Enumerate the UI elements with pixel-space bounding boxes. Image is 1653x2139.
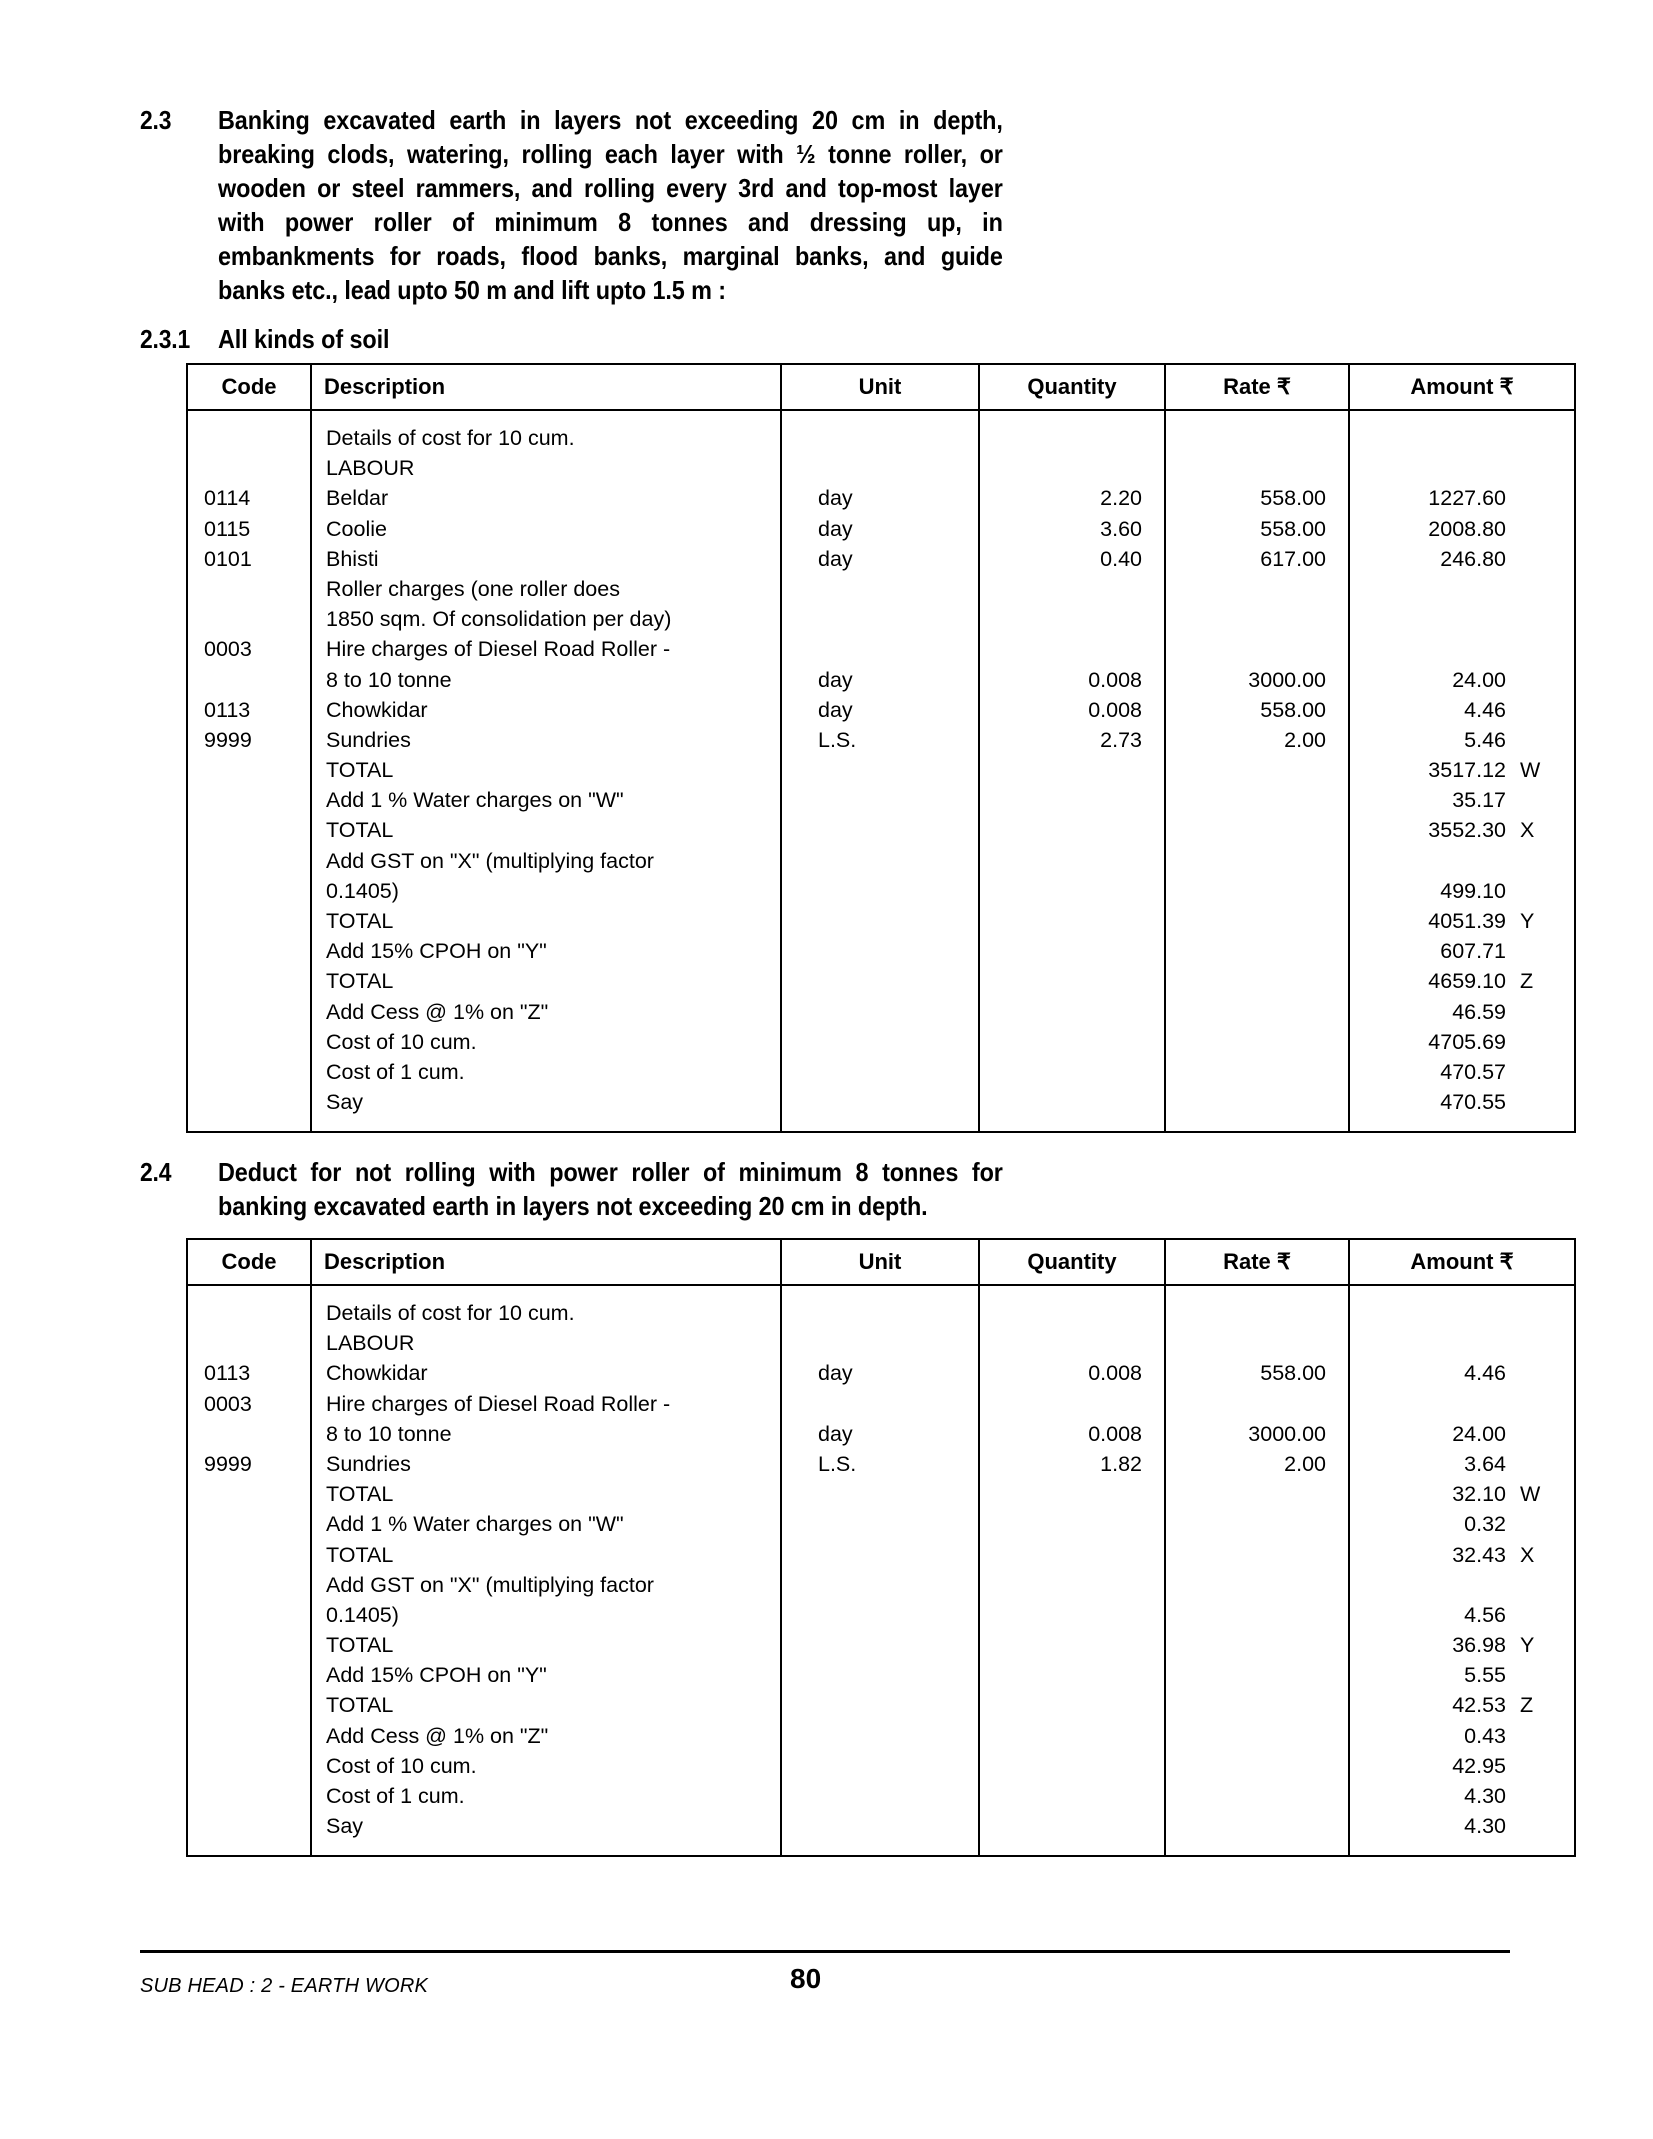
amount-value — [1382, 574, 1506, 604]
codes-lines — [188, 411, 310, 769]
amount-line — [1350, 483, 1560, 513]
text-line: Say — [326, 1090, 364, 1115]
quantities-lines — [980, 411, 1164, 769]
text-line: L.S. — [818, 1451, 857, 1476]
text-line: 0113 — [204, 1361, 251, 1386]
amount-value — [1382, 604, 1506, 634]
text-line: 2.00 — [1284, 727, 1326, 752]
text-line: Sundries — [326, 1451, 411, 1476]
amount-value: 4.46 — [1464, 1361, 1506, 1386]
text-line: TOTAL — [326, 1542, 394, 1567]
amounts-lines — [1350, 1286, 1574, 1855]
units-lines — [782, 1286, 978, 1493]
table-body-row — [187, 410, 1575, 1132]
text-line: Add GST on "X" (multiplying factor — [326, 848, 654, 873]
text-line: L.S. — [818, 727, 857, 752]
amount-value: 607.71 — [1440, 939, 1506, 964]
amount-tag — [1506, 514, 1560, 544]
amount-tag — [1506, 785, 1560, 815]
text-line: TOTAL — [326, 1633, 394, 1658]
text-line: Cost of 1 cum. — [326, 1784, 465, 1808]
text-line: 558.00 — [1260, 1361, 1326, 1386]
amount-line — [1350, 1328, 1560, 1358]
amount-value — [1382, 423, 1506, 453]
section-heading-2-3 — [140, 103, 1090, 307]
text-line: Roller charges (one roller does — [326, 576, 620, 601]
amount-tag: Z — [1520, 969, 1534, 994]
text-line: TOTAL — [326, 909, 394, 933]
amount-tag — [1506, 1358, 1560, 1388]
text-line: Add 15% CPOH on "Y" — [326, 1663, 547, 1688]
text-line: LABOUR — [326, 456, 415, 481]
amount-line — [1350, 1358, 1560, 1388]
amount-value: 24.00 — [1452, 1421, 1506, 1446]
amount-tag — [1506, 544, 1560, 574]
footer-sub-head: SUB HEAD : 2 - EARTH WORK — [140, 1975, 429, 1997]
amount-line — [1350, 936, 1560, 966]
amount-value: 0.32 — [1464, 1512, 1506, 1537]
amount-tag — [1506, 1811, 1560, 1841]
text-line: 0.008 — [1088, 667, 1142, 692]
text-line: 3000.00 — [1248, 667, 1326, 692]
text-line: 8 to 10 tonne — [326, 667, 452, 692]
text-line: Add Cess @ 1% on "Z" — [326, 999, 549, 1024]
amount-value — [1382, 1389, 1506, 1419]
page-number: 80 — [790, 1963, 822, 1994]
text-line: 558.00 — [1260, 516, 1326, 541]
amount-tag — [1506, 1751, 1560, 1781]
text-line: 0003 — [204, 1391, 252, 1416]
amount-tag — [1506, 1660, 1560, 1690]
text-line: TOTAL — [326, 969, 394, 994]
cost-table-deduct-not-rolling — [186, 1238, 1576, 1857]
amount-tag — [1506, 1389, 1560, 1419]
amount-value — [1382, 1298, 1506, 1328]
text-line: 0101 — [204, 546, 252, 571]
text-line: 9999 — [204, 1451, 252, 1476]
amount-tag — [1506, 1781, 1560, 1811]
amount-tag: X — [1520, 818, 1535, 843]
amount-value: 4.46 — [1464, 697, 1506, 722]
cell-quantities — [979, 410, 1165, 1132]
text-line: 558.00 — [1260, 486, 1326, 511]
amount-line — [1350, 785, 1560, 815]
text-line: day — [818, 486, 853, 511]
text-line: 0.008 — [1088, 1421, 1142, 1446]
amount-tag — [1506, 1298, 1560, 1328]
amount-line — [1350, 725, 1560, 755]
amount-value — [1382, 1328, 1506, 1358]
amount-line — [1350, 453, 1560, 483]
amount-value: 42.95 — [1452, 1753, 1506, 1778]
cell-codes — [187, 1285, 311, 1856]
amount-value — [1382, 1570, 1506, 1600]
column-header-quantity: Quantity — [979, 364, 1165, 410]
amount-tag — [1506, 846, 1560, 876]
amount-value: 4.30 — [1464, 1814, 1506, 1839]
amount-tag: Z — [1520, 1693, 1534, 1718]
text-line: Chowkidar — [326, 1361, 428, 1386]
amount-line — [1350, 815, 1560, 845]
amount-tag — [1506, 1027, 1560, 1057]
text-line: 617.00 — [1260, 546, 1326, 571]
quantities-lines — [980, 1286, 1164, 1493]
cost-table-all-kinds-of-soil — [186, 363, 1576, 1133]
text-line: TOTAL — [326, 818, 394, 843]
text-line: Cost of 10 cum. — [326, 1753, 477, 1778]
text-line: 0115 — [204, 516, 251, 541]
column-header-unit: Unit — [781, 364, 979, 410]
cell-descriptions — [311, 1285, 781, 1856]
amount-line — [1350, 1449, 1560, 1479]
amount-value: 24.00 — [1452, 667, 1506, 692]
text-line: TOTAL — [326, 1693, 394, 1718]
cell-units — [781, 410, 979, 1132]
column-header-amount: Amount ₹ — [1349, 1239, 1575, 1285]
amount-value: 5.55 — [1464, 1663, 1506, 1688]
amount-value: 470.55 — [1440, 1090, 1506, 1115]
amount-line — [1350, 1540, 1560, 1570]
amount-tag — [1506, 1509, 1560, 1539]
amount-value: 4659.10 — [1428, 969, 1506, 994]
text-line: Cost of 10 cum. — [326, 1029, 477, 1054]
cell-rates — [1165, 1285, 1349, 1856]
text-line: Details of cost for 10 cum. — [326, 426, 575, 450]
cell-units — [781, 1285, 979, 1856]
amount-tag — [1506, 634, 1560, 664]
text-line: 0.008 — [1088, 1361, 1142, 1386]
amount-value: 36.98 — [1452, 1633, 1506, 1658]
column-header-rate: Rate ₹ — [1165, 1239, 1349, 1285]
amounts-lines — [1350, 411, 1574, 1131]
amount-line — [1350, 1389, 1560, 1419]
amount-value — [1382, 846, 1506, 876]
column-header-description: Description — [311, 1239, 781, 1285]
amount-tag — [1506, 1419, 1560, 1449]
amount-tag: Y — [1520, 1633, 1535, 1658]
section-heading-2-4 — [140, 1155, 1090, 1223]
amount-line — [1350, 755, 1560, 785]
text-line: 3000.00 — [1248, 1421, 1326, 1446]
rates-lines — [1166, 411, 1348, 769]
cell-descriptions — [311, 410, 781, 1132]
text-line: TOTAL — [326, 1482, 394, 1507]
amount-value: 4.56 — [1464, 1602, 1506, 1627]
amount-line — [1350, 665, 1560, 695]
text-line: Add 1 % Water charges on "W" — [326, 788, 624, 813]
amount-tag — [1506, 1057, 1560, 1087]
amount-value: 2008.80 — [1428, 516, 1506, 541]
section-number-2-4: 2.4 — [140, 1157, 172, 1187]
text-line: 558.00 — [1260, 697, 1326, 722]
column-header-unit: Unit — [781, 1239, 979, 1285]
text-line: Cost of 1 cum. — [326, 1059, 465, 1084]
amount-value: 499.10 — [1440, 878, 1506, 903]
amount-value: 0.43 — [1464, 1723, 1506, 1748]
cell-amounts — [1349, 1285, 1575, 1856]
column-header-code: Code — [187, 364, 311, 410]
descriptions-lines — [312, 411, 780, 1131]
text-line: 0.40 — [1100, 546, 1142, 571]
amount-value: 32.10 — [1452, 1482, 1506, 1507]
units-lines — [782, 411, 978, 769]
text-line: Details of cost for 10 cum. — [326, 1301, 575, 1325]
amount-line — [1350, 634, 1560, 664]
amount-tag — [1506, 1600, 1560, 1630]
text-line: day — [818, 1421, 853, 1446]
section-text-2-4: Deduct for not rolling with power roller of minimum 8 tonnes for banking excavated earth in layers not exceeding 20 cm in depth. — [218, 1157, 1003, 1221]
amount-tag — [1506, 1721, 1560, 1751]
amount-line — [1350, 1419, 1560, 1449]
amount-line — [1350, 1509, 1560, 1539]
amount-value: 3517.12 — [1428, 758, 1506, 783]
column-header-code: Code — [187, 1239, 311, 1285]
amount-line — [1350, 1027, 1560, 1057]
amount-value: 470.57 — [1440, 1059, 1506, 1084]
amount-tag: W — [1520, 1482, 1541, 1507]
section-text: Banking excavated earth in layers not exceeding 20 cm in depth, breaking clods, watering, rolling each layer with ½ tonne roller, or wooden or steel rammers, and rolling every 3rd and top-most layer with power roller of minimum 8 tonnes and dressing up, in embankments for roads, flood banks, marginal banks, and guide banks etc., lead upto 50 m and lift upto 1.5 m : — [218, 105, 1003, 305]
amount-tag: Y — [1520, 909, 1535, 933]
text-line: day — [818, 546, 853, 571]
text-line: Sundries — [326, 727, 411, 752]
text-line: day — [818, 1361, 853, 1386]
text-line: 1850 sqm. Of consolidation per day) — [326, 607, 672, 632]
column-header-quantity: Quantity — [979, 1239, 1165, 1285]
text-line: Add 1 % Water charges on "W" — [326, 1512, 624, 1537]
amount-line — [1350, 1600, 1560, 1630]
amount-value — [1382, 453, 1506, 483]
text-line: 2.20 — [1100, 486, 1142, 511]
amount-line — [1350, 1781, 1560, 1811]
text-line: Beldar — [326, 486, 389, 511]
text-line: 0113 — [204, 697, 251, 722]
amount-line — [1350, 1690, 1560, 1720]
amount-line — [1350, 846, 1560, 876]
cell-rates — [1165, 410, 1349, 1132]
text-line: 3.60 — [1100, 516, 1142, 541]
amount-line — [1350, 1721, 1560, 1751]
text-line: Coolie — [326, 516, 387, 541]
cell-quantities — [979, 1285, 1165, 1856]
amount-tag — [1506, 695, 1560, 725]
text-line: 0.1405) — [326, 1602, 399, 1627]
text-line: Add 15% CPOH on "Y" — [326, 939, 547, 964]
amount-tag — [1506, 1449, 1560, 1479]
amount-line — [1350, 514, 1560, 544]
amount-value: 4.30 — [1464, 1784, 1506, 1808]
text-line: Bhisti — [326, 546, 379, 571]
amount-value: 4705.69 — [1428, 1029, 1506, 1054]
text-line: day — [818, 516, 853, 541]
amount-line — [1350, 1570, 1560, 1600]
amount-tag — [1506, 574, 1560, 604]
descriptions-lines — [312, 1286, 780, 1855]
amount-tag — [1506, 725, 1560, 755]
cell-amounts — [1349, 410, 1575, 1132]
section-heading-2-3-1 — [140, 322, 1090, 356]
column-header-description: Description — [311, 364, 781, 410]
amount-line — [1350, 695, 1560, 725]
text-line: Add Cess @ 1% on "Z" — [326, 1723, 549, 1748]
text-line: 2.00 — [1284, 1451, 1326, 1476]
column-header-amount: Amount ₹ — [1349, 364, 1575, 410]
text-line: day — [818, 667, 853, 692]
amount-tag: X — [1520, 1542, 1535, 1567]
text-line: 2.73 — [1100, 727, 1142, 752]
amount-value: 32.43 — [1452, 1542, 1506, 1567]
text-line: Add GST on "X" (multiplying factor — [326, 1572, 654, 1597]
amount-value: 1227.60 — [1428, 486, 1506, 511]
amount-tag — [1506, 665, 1560, 695]
amount-line — [1350, 574, 1560, 604]
text-line: TOTAL — [326, 758, 394, 783]
amount-line — [1350, 1751, 1560, 1781]
amount-line — [1350, 1479, 1560, 1509]
amount-tag: W — [1520, 758, 1541, 783]
amount-line — [1350, 997, 1560, 1027]
amount-tag — [1506, 876, 1560, 906]
amount-line — [1350, 604, 1560, 634]
amount-line — [1350, 1630, 1560, 1660]
amount-line — [1350, 1087, 1560, 1117]
amount-line — [1350, 876, 1560, 906]
text-line: 8 to 10 tonne — [326, 1421, 452, 1446]
text-line: Hire charges of Diesel Road Roller - — [326, 637, 671, 662]
amount-tag — [1506, 604, 1560, 634]
amount-line — [1350, 1298, 1560, 1328]
subsection-number: 2.3.1 — [140, 324, 191, 354]
table-body-row — [187, 1285, 1575, 1856]
text-line: Chowkidar — [326, 697, 428, 722]
amount-line — [1350, 966, 1560, 996]
amount-line — [1350, 1057, 1560, 1087]
amount-value: 35.17 — [1452, 788, 1506, 813]
table-header-row — [187, 1239, 1575, 1285]
footer-divider — [140, 1950, 1510, 1953]
text-line: day — [818, 697, 853, 722]
cell-codes — [187, 410, 311, 1132]
text-line: LABOUR — [326, 1331, 415, 1356]
text-line: Say — [326, 1814, 364, 1839]
table-header-row — [187, 364, 1575, 410]
amount-value: 5.46 — [1464, 727, 1506, 752]
amount-tag — [1506, 997, 1560, 1027]
text-line: 1.82 — [1100, 1451, 1142, 1476]
column-header-rate: Rate ₹ — [1165, 364, 1349, 410]
amount-tag — [1506, 1087, 1560, 1117]
amount-tag — [1506, 1328, 1560, 1358]
rates-lines — [1166, 1286, 1348, 1493]
amount-line — [1350, 423, 1560, 453]
amount-line — [1350, 1660, 1560, 1690]
amount-value — [1382, 634, 1506, 664]
amount-value: 246.80 — [1440, 546, 1506, 571]
amount-value: 4051.39 — [1428, 909, 1506, 933]
amount-tag — [1506, 936, 1560, 966]
text-line: 0114 — [204, 486, 251, 511]
amount-value: 3552.30 — [1428, 818, 1506, 843]
text-line: 0003 — [204, 637, 252, 662]
text-line: 9999 — [204, 727, 252, 752]
amount-tag — [1506, 483, 1560, 513]
amount-value: 42.53 — [1452, 1693, 1506, 1718]
section-number: 2.3 — [140, 105, 172, 135]
amount-tag — [1506, 453, 1560, 483]
amount-value: 3.64 — [1464, 1451, 1506, 1476]
amount-line — [1350, 906, 1560, 936]
subsection-text: All kinds of soil — [218, 324, 390, 354]
codes-lines — [188, 1286, 310, 1493]
text-line: 0.008 — [1088, 697, 1142, 722]
amount-tag — [1506, 423, 1560, 453]
text-line: 0.1405) — [326, 878, 399, 903]
amount-value: 46.59 — [1452, 999, 1506, 1024]
text-line: Hire charges of Diesel Road Roller - — [326, 1391, 671, 1416]
amount-line — [1350, 544, 1560, 574]
amount-line — [1350, 1811, 1560, 1841]
amount-tag — [1506, 1570, 1560, 1600]
